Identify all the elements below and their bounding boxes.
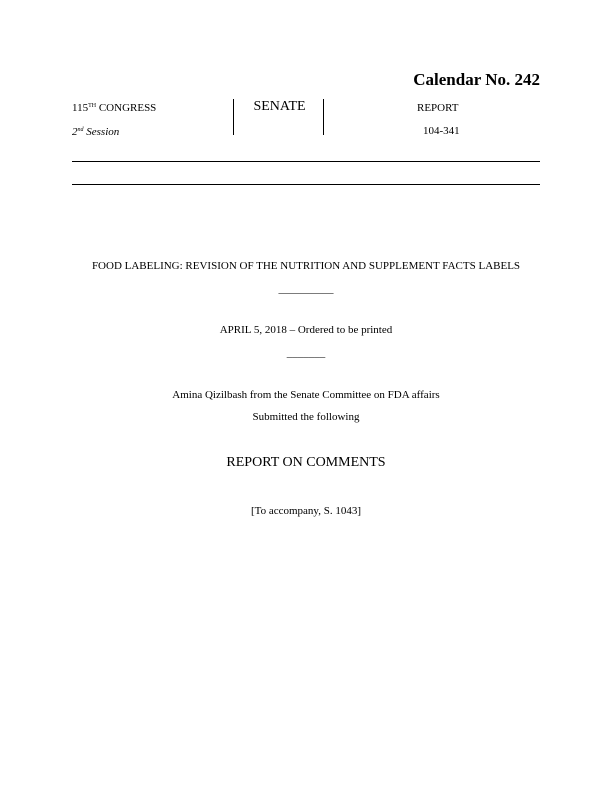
date-line: APRIL 5, 2018 – Ordered to be printed (219, 324, 393, 336)
author-line: Amina Qizilbash from the Senate Committee on FDA affairs (172, 389, 440, 401)
chamber-label: SENATE (253, 99, 306, 114)
date-separator: _______ (286, 347, 326, 359)
session-label (72, 126, 119, 138)
title-separator: __________ (278, 283, 334, 295)
submitted-line: Submitted the following (252, 411, 360, 423)
congress-text: CONGRESS (96, 102, 157, 114)
session-ordinal-suffix: nd (77, 127, 84, 133)
senate-right-divider (323, 99, 324, 135)
accompany-line: [To accompany, S. 1043] (250, 505, 362, 517)
calendar-number: Calendar No. 242 (413, 70, 540, 89)
report-heading: REPORT ON COMMENTS (226, 455, 386, 470)
senate-left-divider (233, 99, 234, 135)
congress-label (72, 102, 156, 114)
session-text: Session (83, 126, 120, 138)
report-number: 104-341 (423, 125, 460, 137)
congress-number: 115 (72, 102, 89, 114)
header-rule-top (72, 161, 540, 162)
header-rule-bottom (72, 184, 540, 185)
report-title: FOOD LABELING: REVISION OF THE NUTRITION AND SUPPLEMENT FACTS LABELS (91, 260, 521, 272)
congress-ordinal-suffix: TH (88, 103, 97, 109)
report-label: REPORT (417, 102, 459, 114)
session-number: 2 (72, 126, 78, 138)
